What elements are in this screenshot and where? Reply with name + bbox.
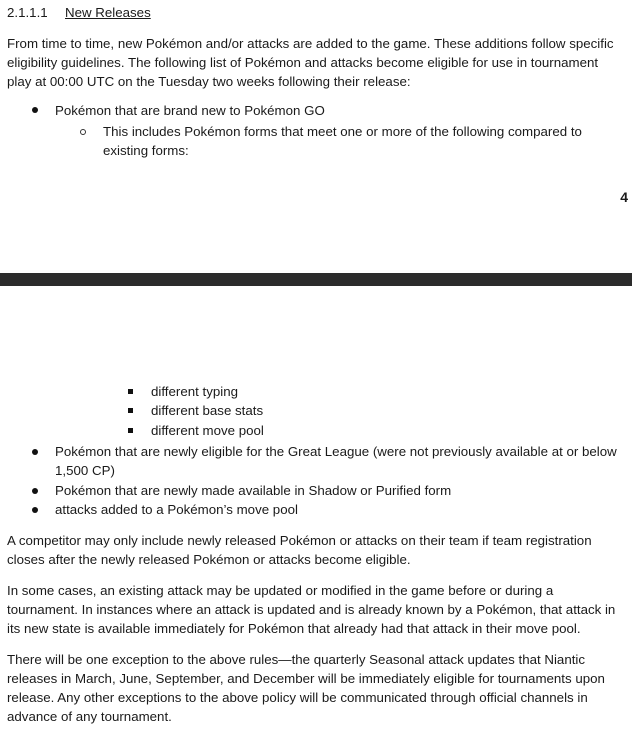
page-break-divider (0, 273, 632, 286)
bullet-icon (32, 107, 38, 113)
section-number: 2.1.1.1 (7, 5, 48, 20)
paragraph-line: advance of any tournament. (7, 709, 172, 724)
square-bullet-icon (128, 408, 133, 413)
square-bullet-icon (128, 428, 133, 433)
paragraph-line: In some cases, an existing attack may be updated or modified in the game before or during a (7, 583, 554, 598)
sub-sub-list-item-text: different typing (151, 384, 238, 399)
list-item-text: 1,500 CP) (55, 463, 115, 478)
list-item-text: Pokémon that are newly eligible for the Great League (were not previously available at or below (55, 444, 617, 459)
intro-line: play at 00:00 UTC on the Tuesday two weeks following their release: (7, 74, 411, 89)
list-item-text: Pokémon that are newly made available in Shadow or Purified form (55, 483, 452, 498)
paragraph-line: A competitor may only include newly released Pokémon or attacks on their team if team registration (7, 533, 592, 548)
intro-line: From time to time, new Pokémon and/or attacks are added to the game. These additions follow specific (7, 36, 614, 51)
sub-list-item-text: existing forms: (103, 143, 189, 158)
paragraph-line: There will be one exception to the above rules—the quarterly Seasonal attack updates that Niantic (7, 652, 586, 667)
list-item-text: Pokémon that are brand new to Pokémon GO (55, 103, 325, 118)
list-item-text: attacks added to a Pokémon’s move pool (55, 502, 298, 517)
page-number: 4 (620, 189, 628, 205)
bullet-icon (32, 488, 38, 494)
paragraph-line: closes after the newly released Pokémon or attacks become eligible. (7, 552, 411, 567)
circle-bullet-icon (80, 129, 86, 135)
sub-sub-list-item-text: different base stats (151, 403, 264, 418)
square-bullet-icon (128, 389, 133, 394)
sub-sub-list-item-text: different move pool (151, 423, 264, 438)
paragraph-line: its new state is available immediately for Pokémon that already had that attack in their move pool. (7, 621, 581, 636)
bullet-icon (32, 507, 38, 513)
section-title: New Releases (65, 5, 151, 20)
sub-list-item-text: This includes Pokémon forms that meet one or more of the following compared to (103, 124, 582, 139)
paragraph-line: releases in March, June, September, and December will be immediately eligible for tournaments upon (7, 671, 605, 686)
paragraph-line: tournament. In instances where an attack is updated and is already known by a Pokémon, that attack in (7, 602, 616, 617)
bullet-icon (32, 449, 38, 455)
paragraph-line: release. Any other exceptions to the above policy will be communicated through official channels in (7, 690, 588, 705)
intro-line: eligibility guidelines. The following list of Pokémon and attacks become eligible for use in tournament (7, 55, 599, 70)
